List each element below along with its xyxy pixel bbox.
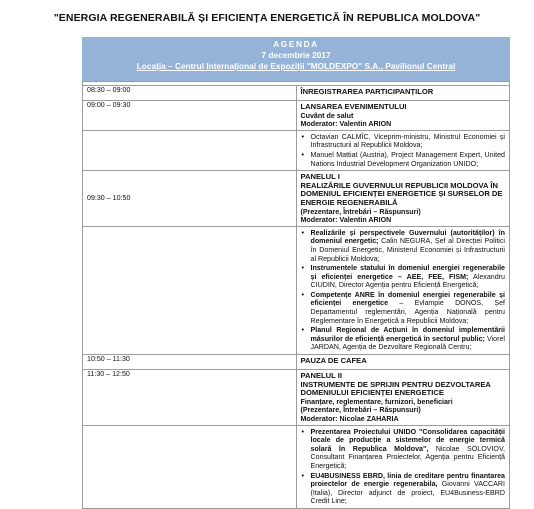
- session-title: REALIZĂRILE GUVERNULUI REPUBLICII MOLDOVA ÎN DOMENIUL EFICIENȚEI ENERGETICE ȘI SURSELOR DE ENERGIE REGENERABILĂ: [300, 180, 503, 207]
- session-title: INSTRUMENTE DE SPRIJIN PENTRU DEZVOLTAREA DOMENIULUI EFICIENȚEI ENERGETICE: [300, 379, 491, 398]
- list-item: • Realizările și perspectivele Guvernului (autorităților) în domeniul energetic; Calin NEGURA, Șef al Direcției Politici în Domeniul Energetic, Ministerul Economiei și Infrastructurii al Republicii Moldova;: [301, 229, 506, 263]
- schedule-row-panel-2-talks: [83, 425, 510, 508]
- agenda-heading: AGENDA: [273, 39, 319, 49]
- talk-list: [301, 428, 506, 506]
- list-item: • Octavian CALMÎC, Viceprim-ministru, Ministrul Economiei și Infrastructurii al Republicii Moldova;: [301, 133, 506, 150]
- session-subtitle: (Prezentare, Întrebări – Răspunsuri): [300, 406, 421, 415]
- document-title: "ENERGIA REGENERABILĂ ȘI EFICIENȚA ENERGETICĂ ÎN REPUBLICA MOLDOVA": [53, 12, 481, 24]
- session-subtitle: Cuvânt de salut: [300, 111, 354, 120]
- list-item: • Manuel Mattiat (Austria), Project Management Expert, United Nations Industrial Development Organization UNIDO;: [301, 151, 506, 168]
- schedule-row-opening: [83, 101, 510, 131]
- session-title: LANSAREA EVENIMENTULUI: [300, 102, 407, 111]
- schedule-row-registration: [83, 86, 510, 101]
- session-moderator: Moderator: Valentin ARION: [300, 216, 392, 225]
- panel-label: PANELUL II: [300, 371, 342, 381]
- schedule-table: [82, 81, 510, 509]
- schedule-row-panel-1: [83, 171, 510, 227]
- session-title: PAUZA DE CAFEA: [296, 355, 510, 370]
- agenda-date: 7 decembrie 2017: [261, 50, 331, 60]
- list-item: • Prezentarea Proiectului UNIDO "Consolidarea capacității locale de producție a sistemelor de energie termică solară în Republica Moldova", Nicolae SOLOVIOV, Consultant Finanțarea Proiectelor, Agenția pentru Eficiență Energetică;: [301, 428, 506, 471]
- session-subtitle: Finanțare, reglementare, furnizori, beneficiari: [300, 397, 453, 406]
- list-item: • Competențe ANRE în domeniul energiei regenerabile și eficienței energetice – Evlampie DONOS, Șef Departamentul reglementări, Agenția Națională pentru Reglementare în Energetică a Republicii Moldova;: [301, 291, 506, 325]
- schedule-row-panel-2: [83, 370, 510, 426]
- talk-list: [301, 229, 506, 352]
- time-cell: 09:30 – 10:50: [83, 171, 297, 227]
- panel-label: PANELUL I: [300, 172, 340, 182]
- agenda-location: Locația – Centrul Internațional de Expoziții "MOLDEXPO" S.A., Pavilionul Central: [136, 61, 456, 71]
- time-cell: 10:50 – 11:30: [83, 355, 297, 370]
- schedule-row-coffee-break: [83, 355, 510, 370]
- session-title: ÎNREGISTRAREA PARTICIPANȚILOR: [296, 86, 510, 101]
- session-moderator: Moderator: Nicolae ZAHARIA: [300, 415, 399, 423]
- list-item: • EU4BUSINESS EBRD, linia de creditare pentru finantarea proiectelor de energie regenerabila, Giovanni VACCARI (Italia), Director adjunct de proiect, EU4Business-EBRD Credit Line;: [301, 472, 506, 506]
- schedule-row-panel-1-talks: [83, 226, 510, 354]
- time-cell: 08:30 – 09:00: [83, 86, 297, 101]
- speaker-list: [301, 133, 506, 168]
- agenda-header: [82, 37, 510, 81]
- time-cell: 09:00 – 09:30: [83, 101, 297, 131]
- list-item: • Planul Regional de Acțiuni în domeniul implementării măsurilor de eficiență energetică în sectorul public; Viorel JARDAN, Agenția de Dezvoltare Regională Centru;: [301, 326, 506, 352]
- schedule-row-speakers: [83, 130, 510, 170]
- session-moderator: Moderator: Valentin ARION: [300, 120, 392, 129]
- list-item: • Instrumentele statului în domeniul energiei regenerabile și eficienței energetice – AEE, FEE, FISM; Alexandru CIUDIN, Director Agenția pentru Eficiență Energetică;: [301, 264, 506, 290]
- session-subtitle: (Prezentare, Întrebări – Răspunsuri): [300, 207, 421, 216]
- time-cell: 11:30 – 12:50: [83, 370, 297, 426]
